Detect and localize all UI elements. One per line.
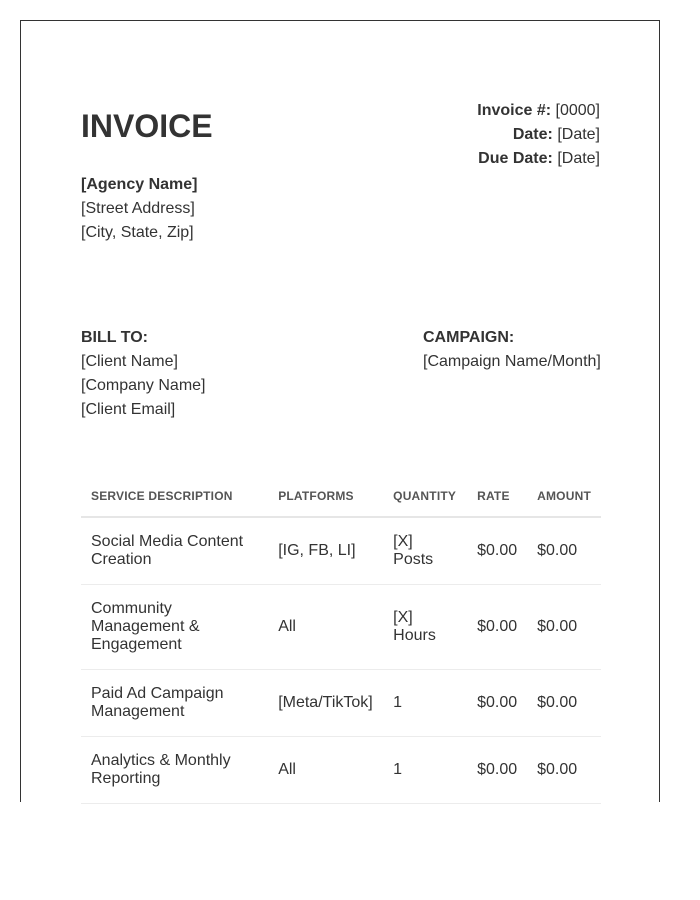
table-header-row bbox=[81, 484, 601, 517]
row-rate: $0.00 bbox=[467, 517, 527, 585]
header-amount: AMOUNT bbox=[527, 484, 601, 517]
campaign-name: [Campaign Name/Month] bbox=[423, 353, 601, 370]
row-description: Social Media Content Creation bbox=[81, 517, 268, 585]
invoice-date-line bbox=[477, 123, 600, 147]
invoice-date-label: Date: bbox=[512, 126, 553, 143]
invoice-title: INVOICE bbox=[81, 108, 213, 144]
invoice-page bbox=[20, 20, 660, 802]
campaign-heading: CAMPAIGN: bbox=[423, 329, 515, 346]
invoice-due-date-label: Due Date: bbox=[478, 150, 553, 167]
agency-block bbox=[81, 173, 197, 245]
table-row bbox=[81, 585, 601, 670]
table-row bbox=[81, 670, 601, 737]
agency-street: [Street Address] bbox=[81, 200, 195, 217]
company-name: [Company Name] bbox=[81, 377, 206, 394]
row-description: Community Management & Engagement bbox=[81, 585, 268, 670]
client-email: [Client Email] bbox=[81, 401, 176, 418]
invoice-number-label: Invoice #: bbox=[477, 102, 552, 119]
row-rate: $0.00 bbox=[467, 737, 527, 804]
row-platforms: [IG, FB, LI] bbox=[268, 517, 383, 585]
header-rate: RATE bbox=[467, 484, 527, 517]
row-amount: $0.00 bbox=[527, 737, 601, 804]
agency-city: [City, State, Zip] bbox=[81, 224, 194, 241]
row-amount: $0.00 bbox=[527, 585, 601, 670]
invoice-due-date-value: [Date] bbox=[557, 150, 600, 167]
row-platforms: All bbox=[268, 737, 383, 804]
invoice-meta bbox=[477, 99, 600, 171]
client-name: [Client Name] bbox=[81, 353, 178, 370]
header-platforms: PLATFORMS bbox=[268, 484, 383, 517]
header-quantity: QUANTITY bbox=[383, 484, 467, 517]
row-quantity: 1 bbox=[383, 737, 467, 804]
row-quantity: [X] Hours bbox=[383, 585, 467, 670]
bill-to-block bbox=[81, 326, 206, 422]
bill-to-heading: BILL TO: bbox=[81, 329, 148, 346]
invoice-number-value: [0000] bbox=[555, 102, 600, 119]
campaign-block bbox=[423, 326, 601, 374]
table-row bbox=[81, 517, 601, 585]
invoice-number-line bbox=[477, 99, 600, 123]
row-platforms: [Meta/TikTok] bbox=[268, 670, 383, 737]
line-items-table bbox=[81, 484, 601, 804]
header-service-description: SERVICE DESCRIPTION bbox=[81, 484, 268, 517]
row-description: Paid Ad Campaign Management bbox=[81, 670, 268, 737]
row-amount: $0.00 bbox=[527, 670, 601, 737]
row-quantity: 1 bbox=[383, 670, 467, 737]
agency-name: [Agency Name] bbox=[81, 176, 198, 193]
row-amount: $0.00 bbox=[527, 517, 601, 585]
row-description: Analytics & Monthly Reporting bbox=[81, 737, 268, 804]
row-rate: $0.00 bbox=[467, 670, 527, 737]
invoice-due-date-line bbox=[477, 147, 600, 171]
row-platforms: All bbox=[268, 585, 383, 670]
table-row bbox=[81, 737, 601, 804]
row-quantity: [X] Posts bbox=[383, 517, 467, 585]
invoice-date-value: [Date] bbox=[557, 126, 600, 143]
row-rate: $0.00 bbox=[467, 585, 527, 670]
